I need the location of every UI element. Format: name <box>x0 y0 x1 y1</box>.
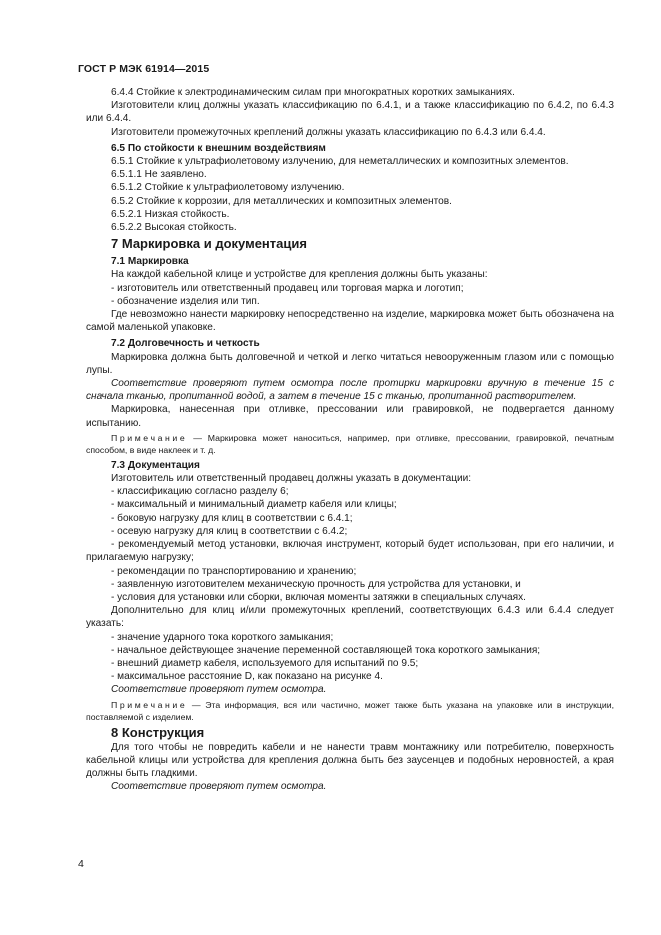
clause-6-5-2-1: 6.5.2.1 Низкая стойкость. <box>111 208 230 220</box>
paragraph-7-3-check: Соответствие проверяют путем осмотра. <box>111 684 327 696</box>
list-item-method: - рекомендуемый метод установки, включая инструмент, который будет использован, при его наличии, и прилагаемую нагрузку; <box>86 539 614 564</box>
paragraph-7-2-cast: Маркировка, нанесенная при отливке, прессовании или гравировкой, не подвергается данному испытанию. <box>86 404 614 429</box>
note-text: — Эта информация, вся или частично, может также быть указана на упаковке или в инструкции, поставляемой с изделием. <box>86 699 614 722</box>
list-item: - классификацию согласно разделу 6; <box>111 486 289 498</box>
list-item: - условия для установки или сборки, включая моменты затяжки в специальных случаях. <box>111 591 526 603</box>
heading-7-1: 7.1 Маркировка <box>111 256 189 268</box>
list-item: - изготовитель или ответственный продавец или торговая марка и логотип; <box>111 282 464 294</box>
note-1 <box>86 432 614 456</box>
heading-section-8: 8 Конструкция <box>111 724 205 740</box>
list-item: - обозначение изделия или тип. <box>111 295 260 307</box>
heading-7-3: 7.3 Документация <box>111 459 200 471</box>
clause-6-5-2: 6.5.2 Стойкие к коррозии, для металлических и композитных элементов. <box>111 195 452 207</box>
paragraph-8-construction: Для того чтобы не повредить кабели и не нанести травм монтажнику или потребителю, поверхность кабельной клицы или устройства для крепления должна быть без заусенцев и подобных неровностей, а края должны быть гладкими. <box>86 741 614 779</box>
list-item: - рекомендации по транспортированию и хранению; <box>111 565 357 577</box>
paragraph-7-2-check: Соответствие проверяют путем осмотра после протирки маркировки вручную в течение 15 с сначала тканью, пропитанной водой, а затем в течение 15 с тканью, пропитанной растворителем. <box>86 378 614 403</box>
list-item: - заявленную изготовителем механическую прочность для устройства для установки, и <box>111 578 521 590</box>
list-item: - значение ударного тока короткого замыкания; <box>111 631 334 643</box>
list-item: - боковую нагрузку для клиц в соответствии с 6.4.1; <box>111 512 353 524</box>
paragraph-7-1-intro: На каждой кабельной клице и устройстве для крепления должны быть указаны: <box>111 269 488 281</box>
list-item: - осевую нагрузку для клиц в соответствии с 6.4.2; <box>111 525 348 537</box>
clause-6-5-2-2: 6.5.2.2 Высокая стойкость. <box>111 222 237 234</box>
list-item: - максимальный и минимальный диаметр кабеля или клицы; <box>111 499 397 511</box>
paragraph-7-3-intro: Изготовитель или ответственный продавец должны указать в документации: <box>111 473 472 485</box>
paragraph-7-3-additional: Дополнительно для клиц и/или промежуточных креплений, соответствующих 6.4.3 или 6.4.4 следует указать: <box>86 605 614 630</box>
paragraph-7-2-durability: Маркировка должна быть долговечной и четкой и легко читаться невооруженным глазом или с помощью лупы. <box>86 351 614 376</box>
paragraph-8-check: Соответствие проверяют путем осмотра. <box>111 781 327 793</box>
page-number: 4 <box>78 858 84 870</box>
list-item: - начальное действующее значение переменной составляющей тока короткого замыкания; <box>111 644 541 656</box>
document-header: ГОСТ Р МЭК 61914—2015 <box>78 63 210 75</box>
paragraph-manufacturers-intermediate: Изготовители промежуточных креплений должны указать классификацию по 6.4.3 или 6.4.4. <box>111 126 546 138</box>
heading-7-2: 7.2 Долговечность и четкость <box>111 338 260 350</box>
clause-6-5-1-2: 6.5.1.2 Стойкие к ультрафиолетовому излучению. <box>111 182 345 194</box>
document-body <box>86 86 614 793</box>
list-item: - внешний диаметр кабеля, используемого для испытаний по 9.5; <box>111 657 419 669</box>
heading-6-5: 6.5 По стойкости к внешним воздействиям <box>111 142 326 154</box>
paragraph-7-1-packaging: Где невозможно нанести маркировку непосредственно на изделие, маркировка может быть обозначена на самой маленькой упаковке. <box>86 309 614 334</box>
note-2 <box>86 699 614 723</box>
note-text: — Маркировка может наноситься, например, при отливке, прессовании, гравировкой, печатным способом, в виде наклеек и т. д. <box>86 432 614 455</box>
heading-section-7: 7 Маркировка и документация <box>111 236 307 252</box>
clause-6-5-1-1: 6.5.1.1 Не заявлено. <box>111 169 207 181</box>
note-label: Примечание <box>111 699 188 710</box>
paragraph-manufacturers-clamps: Изготовители клиц должны указать классификацию по 6.4.1, и а также классификацию по 6.4.2, по 6.4.3 или 6.4.4. <box>86 100 614 125</box>
clause-6-4-4: 6.4.4 Стойкие к электродинамическим силам при многократных коротких замыканиях. <box>111 87 515 98</box>
clause-6-5-1: 6.5.1 Стойкие к ультрафиолетовому излучению, для неметаллических и композитных элементов. <box>111 156 569 168</box>
note-label: Примечание <box>111 432 188 443</box>
list-item: - максимальное расстояние D, как показано на рисунке 4. <box>111 671 383 683</box>
